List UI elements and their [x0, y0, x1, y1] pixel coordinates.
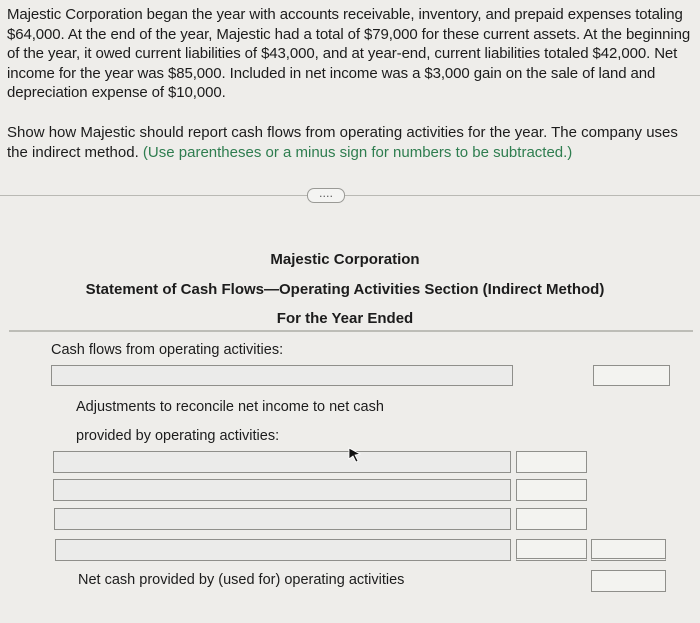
adjustment-3-description-input[interactable]: [54, 508, 511, 530]
ops-description-input[interactable]: [51, 365, 513, 386]
section-divider: [0, 195, 700, 196]
adjustment-2-amount-input[interactable]: [516, 479, 587, 501]
statement-title: Statement of Cash Flows—Operating Activities Section (Indirect Method): [85, 281, 605, 298]
adjustments-label-line2: provided by operating activities:: [76, 428, 280, 444]
problem-text: Majestic Corporation began the year with accounts receivable, inventory, and prepaid expenses totaling $64,000. At the end of the year, Majestic had a total of $79,000 for these current assets. At the beginning of the year, it owed current liabilities of $43,000, and at year-end, current liabilities totaled $42,000. Net income for the year was $85,000. Included in net income was a $3,000 gain on the sale of land and depreciation expense of $10,000.: [7, 6, 691, 101]
net-cash-label: Net cash provided by (used for) operating activities: [78, 572, 405, 588]
adjustments-total-input[interactable]: [591, 539, 666, 561]
instructions-hint: (Use parentheses or a minus sign for numbers to be subtracted.): [142, 143, 573, 161]
net-cash-total-input[interactable]: [591, 570, 666, 592]
adjustment-1-amount-input[interactable]: [516, 451, 587, 473]
adjustment-4-description-input[interactable]: [55, 539, 511, 561]
mouse-cursor-icon: [348, 447, 362, 463]
title-rule: [9, 330, 693, 332]
adjustments-label-line1: Adjustments to reconcile net income to net cash: [76, 399, 384, 415]
instructions-main: Show how Majestic should report cash flows from operating activities for the year. The company uses the indirect method.: [7, 124, 678, 161]
adjustment-4-amount-input[interactable]: [516, 539, 587, 561]
adjustment-1-description-input[interactable]: [53, 451, 511, 473]
statement-period: For the Year Ended: [276, 310, 414, 327]
company-name: Majestic Corporation: [270, 251, 420, 268]
adjustment-2-description-input[interactable]: [53, 479, 511, 501]
operating-activities-label: Cash flows from operating activities:: [51, 342, 284, 358]
instructions: [7, 123, 693, 162]
expand-more-button[interactable]: ....: [307, 188, 345, 203]
adjustment-3-amount-input[interactable]: [516, 508, 587, 530]
ops-amount-input[interactable]: [593, 365, 670, 386]
